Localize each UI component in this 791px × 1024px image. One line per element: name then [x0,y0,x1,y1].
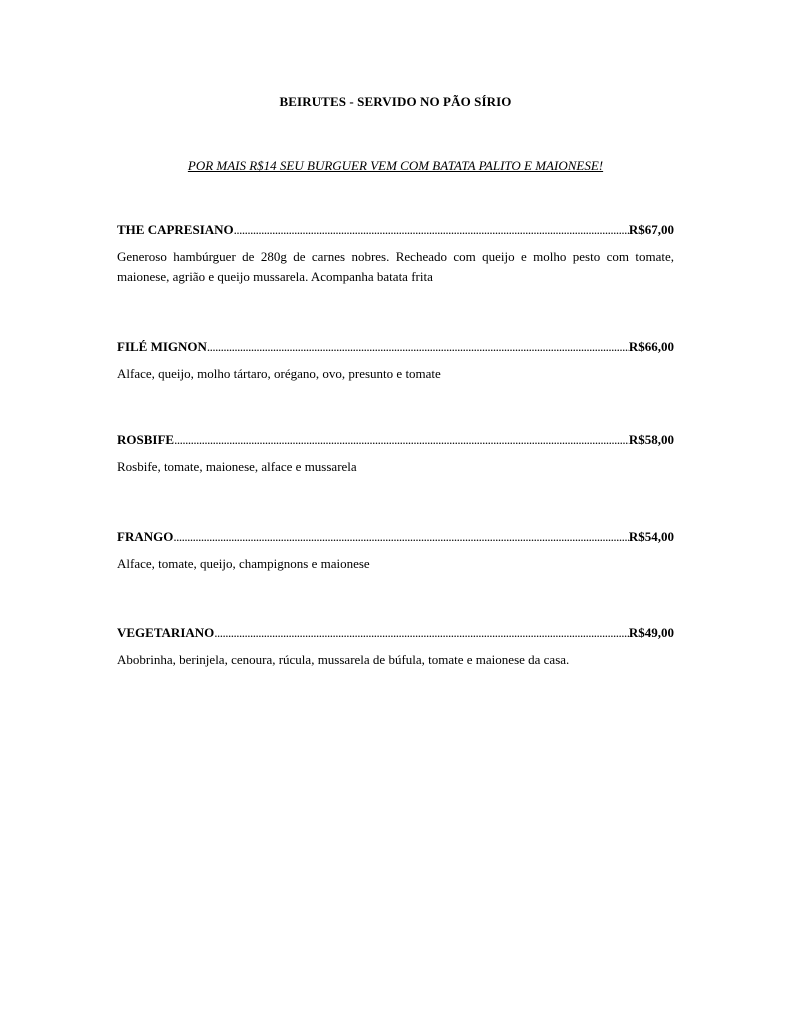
menu-item-header [117,222,674,238]
menu-item-price: R$49,00 [628,625,674,640]
dot-leader [207,339,629,355]
menu-item [117,625,674,670]
menu-item [117,432,674,477]
dot-leader [174,432,629,448]
menu-item-header [117,625,674,641]
dot-leader [214,625,629,641]
menu-item-name: VEGETARIANO [117,625,215,640]
dot-leader [234,222,629,238]
menu-item [117,339,674,384]
menu-item-description: Generoso hambúrguer de 280g de carnes nobres. Recheado com queijo e molho pesto com tomate, maionese, agrião e queijo mussarela. Acompanha batata frita [117,249,674,284]
dot-leader [173,529,629,545]
menu-item [117,222,674,287]
menu-item-description: Rosbife, tomate, maionese, alface e mussarela [117,459,357,474]
menu-item-description: Alface, tomate, queijo, champignons e maionese [117,556,370,571]
menu-item-price: R$58,00 [628,432,674,447]
menu-title: BEIRUTES - SERVIDO NO PÃO SÍRIO [279,94,512,109]
menu-item-header [117,339,674,355]
menu-item-header [117,432,674,448]
menu-item-price: R$66,00 [628,339,674,354]
menu-item [117,529,674,574]
menu-item-price: R$54,00 [628,529,674,544]
menu-item-name: FRANGO [117,529,174,544]
promo-text: POR MAIS R$14 SEU BURGUER VEM COM BATATA PALITO E MAIONESE! [187,158,604,173]
menu-item-description: Alface, queijo, molho tártaro, orégano, ovo, presunto e tomate [117,366,441,381]
menu-item-price: R$67,00 [628,222,674,237]
menu-item-name: THE CAPRESIANO [117,222,234,237]
menu-item-description: Abobrinha, berinjela, cenoura, rúcula, mussarela de búfula, tomate e maionese da casa. [117,652,570,667]
menu-item-name: ROSBIFE [117,432,175,447]
menu-item-name: FILÉ MIGNON [117,339,207,354]
menu-item-header [117,529,674,545]
